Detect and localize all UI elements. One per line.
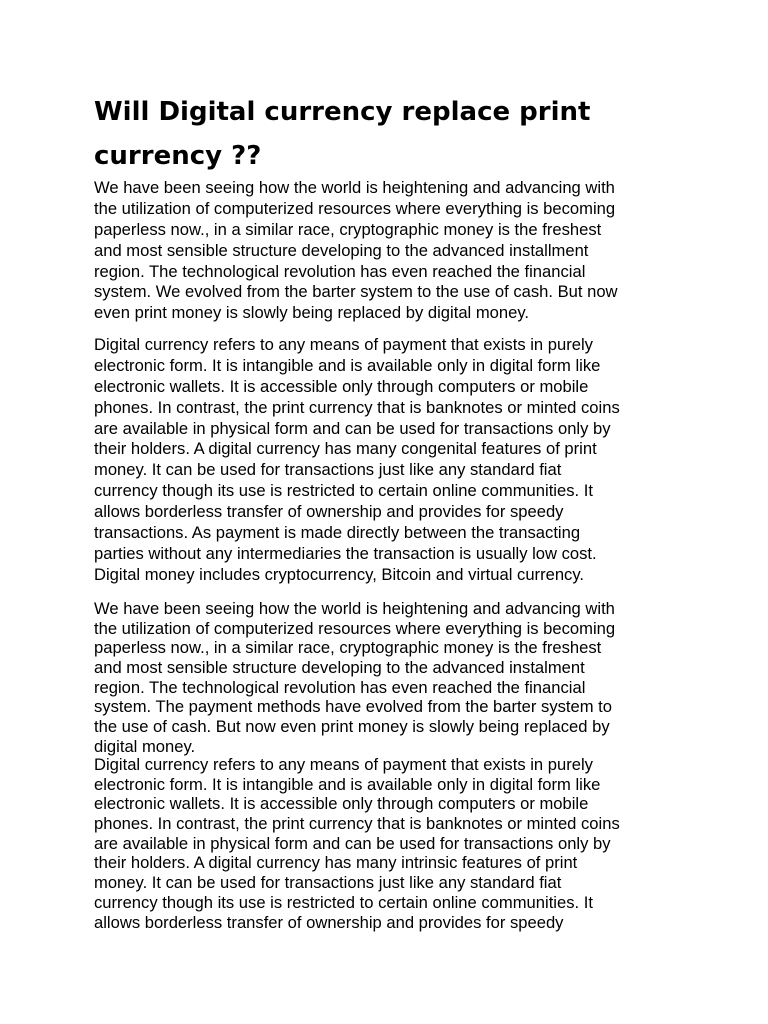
title-line: currency ?? bbox=[94, 141, 262, 171]
paragraph-intro-repeat bbox=[94, 599, 615, 757]
paragraph-definition-repeat bbox=[94, 755, 620, 932]
text-line: region. The technological revolution has even reached the financial bbox=[94, 261, 586, 281]
text-line: the utilization of computerized resources where everything is becoming bbox=[94, 198, 616, 218]
text-line: their holders. A digital currency has many congenital features of print bbox=[94, 439, 597, 459]
text-line: Digital money includes cryptocurrency, Bitcoin and virtual currency. bbox=[94, 564, 585, 584]
paragraph-definition bbox=[94, 335, 620, 586]
text-line: electronic form. It is intangible and is available only in digital form like bbox=[94, 355, 601, 375]
text-line: electronic wallets. It is accessible only through computers or mobile bbox=[94, 794, 589, 814]
text-line: electronic wallets. It is accessible only through computers or mobile bbox=[94, 376, 589, 396]
text-line: We have been seeing how the world is heightening and advancing with bbox=[94, 599, 615, 618]
text-line: parties without any intermediaries the transaction is usually low cost. bbox=[94, 543, 597, 563]
text-line: paperless now., in a similar race, cryptographic money is the freshest bbox=[94, 638, 602, 658]
paragraph-intro bbox=[94, 178, 618, 324]
text-line: Digital currency refers to any means of payment that exists in purely bbox=[94, 755, 593, 774]
text-line: money. It can be used for transactions just like any standard fiat bbox=[94, 460, 562, 480]
text-line: phones. In contrast, the print currency that is banknotes or minted coins bbox=[94, 814, 620, 834]
text-line: money. It can be used for transactions just like any standard fiat bbox=[94, 873, 562, 893]
text-line: and most sensible structure developing to the advanced instalment bbox=[94, 658, 585, 678]
text-line: Digital currency refers to any means of payment that exists in purely bbox=[94, 335, 593, 354]
title-line: Will Digital currency replace print bbox=[94, 97, 591, 127]
text-line: the use of cash. But now even print money is slowly being replaced by bbox=[94, 717, 610, 737]
text-line: phones. In contrast, the print currency that is banknotes or minted coins bbox=[94, 397, 620, 417]
text-line: transactions. As payment is made directly between the transacting bbox=[94, 523, 581, 543]
text-line: currency though its use is restricted to certain online communities. It bbox=[94, 481, 593, 501]
text-line: their holders. A digital currency has many intrinsic features of print bbox=[94, 853, 578, 873]
text-line: electronic form. It is intangible and is available only in digital form like bbox=[94, 774, 601, 794]
document-title bbox=[94, 90, 694, 178]
text-line: currency though its use is restricted to certain online communities. It bbox=[94, 892, 593, 912]
text-line: region. The technological revolution has even reached the financial bbox=[94, 677, 586, 697]
text-line: even print money is slowly being replaced by digital money. bbox=[94, 303, 530, 323]
text-line: We have been seeing how the world is heightening and advancing with bbox=[94, 178, 615, 197]
text-line: system. The payment methods have evolved from the barter system to bbox=[94, 697, 613, 717]
text-line: are available in physical form and can be used for transactions only by bbox=[94, 418, 611, 438]
text-line: are available in physical form and can be used for transactions only by bbox=[94, 833, 611, 853]
text-line: system. We evolved from the barter system to the use of cash. But now bbox=[94, 282, 618, 302]
text-line: and most sensible structure developing to the advanced installment bbox=[94, 240, 589, 260]
text-line: allows borderless transfer of ownership and provides for speedy bbox=[94, 502, 564, 522]
text-line: the utilization of computerized resources where everything is becoming bbox=[94, 618, 616, 638]
text-line: digital money. bbox=[94, 736, 196, 756]
text-line: allows borderless transfer of ownership and provides for speedy bbox=[94, 912, 564, 932]
text-line: paperless now., in a similar race, cryptographic money is the freshest bbox=[94, 219, 602, 239]
